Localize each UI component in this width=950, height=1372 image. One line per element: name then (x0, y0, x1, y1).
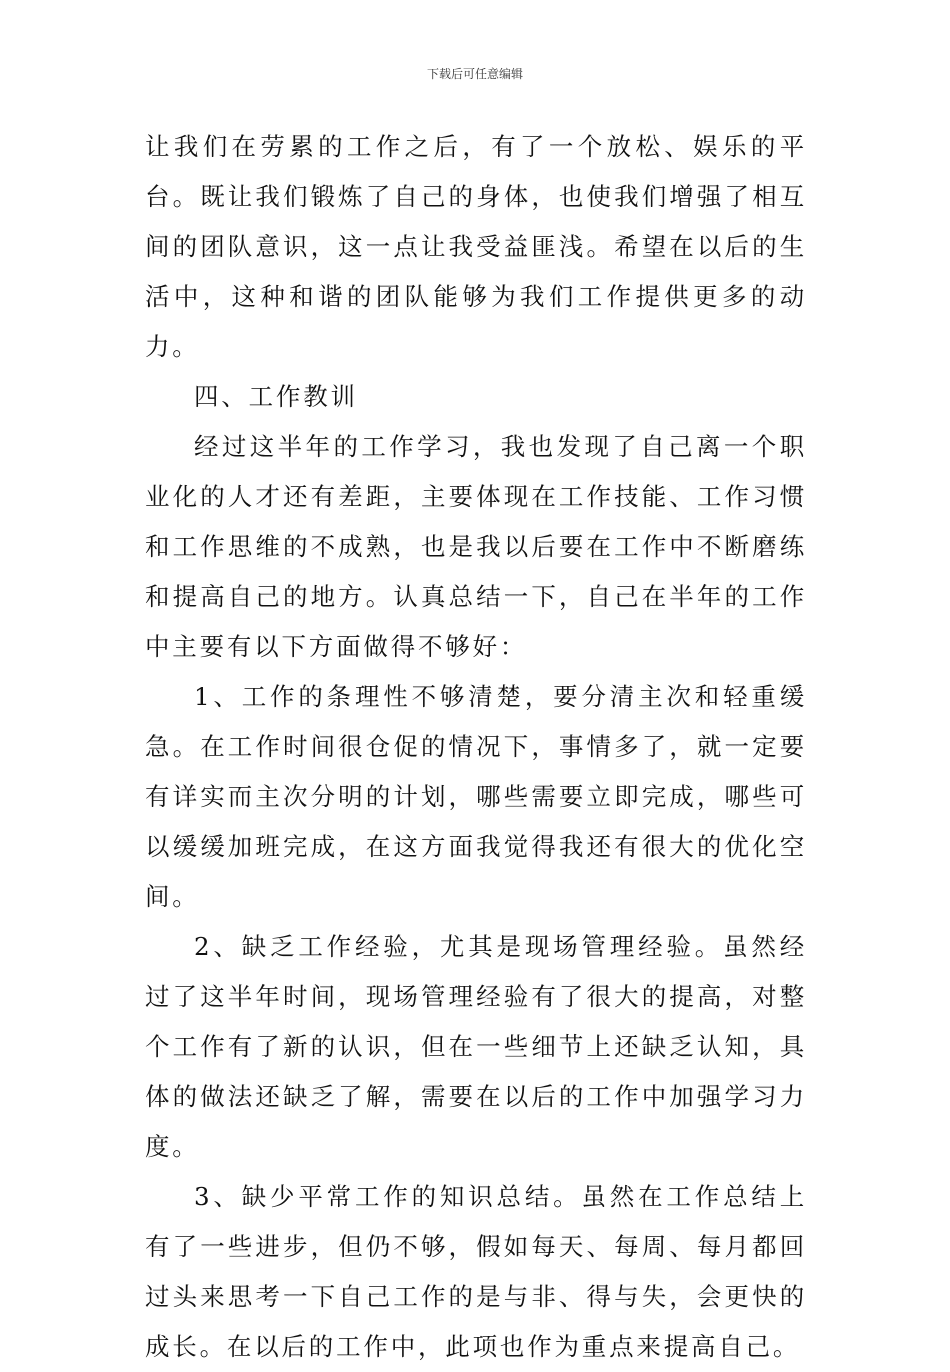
section-heading: 四、工作教训 (194, 382, 358, 411)
document-body (145, 122, 807, 1372)
paragraph-intro: 经过这半年的工作学习，我也发现了自己离一个职业化的人才还有差距，主要体现在工作技能、工作习惯和工作思维的不成熟，也是我以后要在工作中不断磨练和提高自己的地方。认真总结一下，自己在半年的工作中主要有以下方面做得不够好： (145, 432, 807, 661)
paragraph-continuation: 让我们在劳累的工作之后，有了一个放松、娱乐的平台。既让我们锻炼了自己的身体，也使我们增强了相互间的团队意识，这一点让我受益匪浅。希望在以后的生活中，这种和谐的团队能够为我们工作提供更多的动力。 (145, 132, 807, 361)
paragraph-item-2: 2、缺乏工作经验，尤其是现场管理经验。虽然经过了这半年时间，现场管理经验有了很大的提高，对整个工作有了新的认识，但在一些细节上还缺乏认知，具体的做法还缺乏了解，需要在以后的工作中加强学习力度。 (145, 932, 807, 1161)
page-header-note: 下载后可任意编辑 (426, 67, 523, 81)
paragraph-item-3: 3、缺少平常工作的知识总结。虽然在工作总结上有了一些进步，但仍不够，假如每天、每周、每月都回过头来思考一下自己工作的是与非、得与失，会更快的成长。在以后的工作中，此项也作为重点来提高自己。 (145, 1182, 807, 1361)
paragraph-item-1: 1、工作的条理性不够清楚，要分清主次和轻重缓急。在工作时间很仓促的情况下，事情多了，就一定要有详实而主次分明的计划，哪些需要立即完成，哪些可以缓缓加班完成，在这方面我觉得我还有很大的优化空间。 (145, 682, 807, 911)
